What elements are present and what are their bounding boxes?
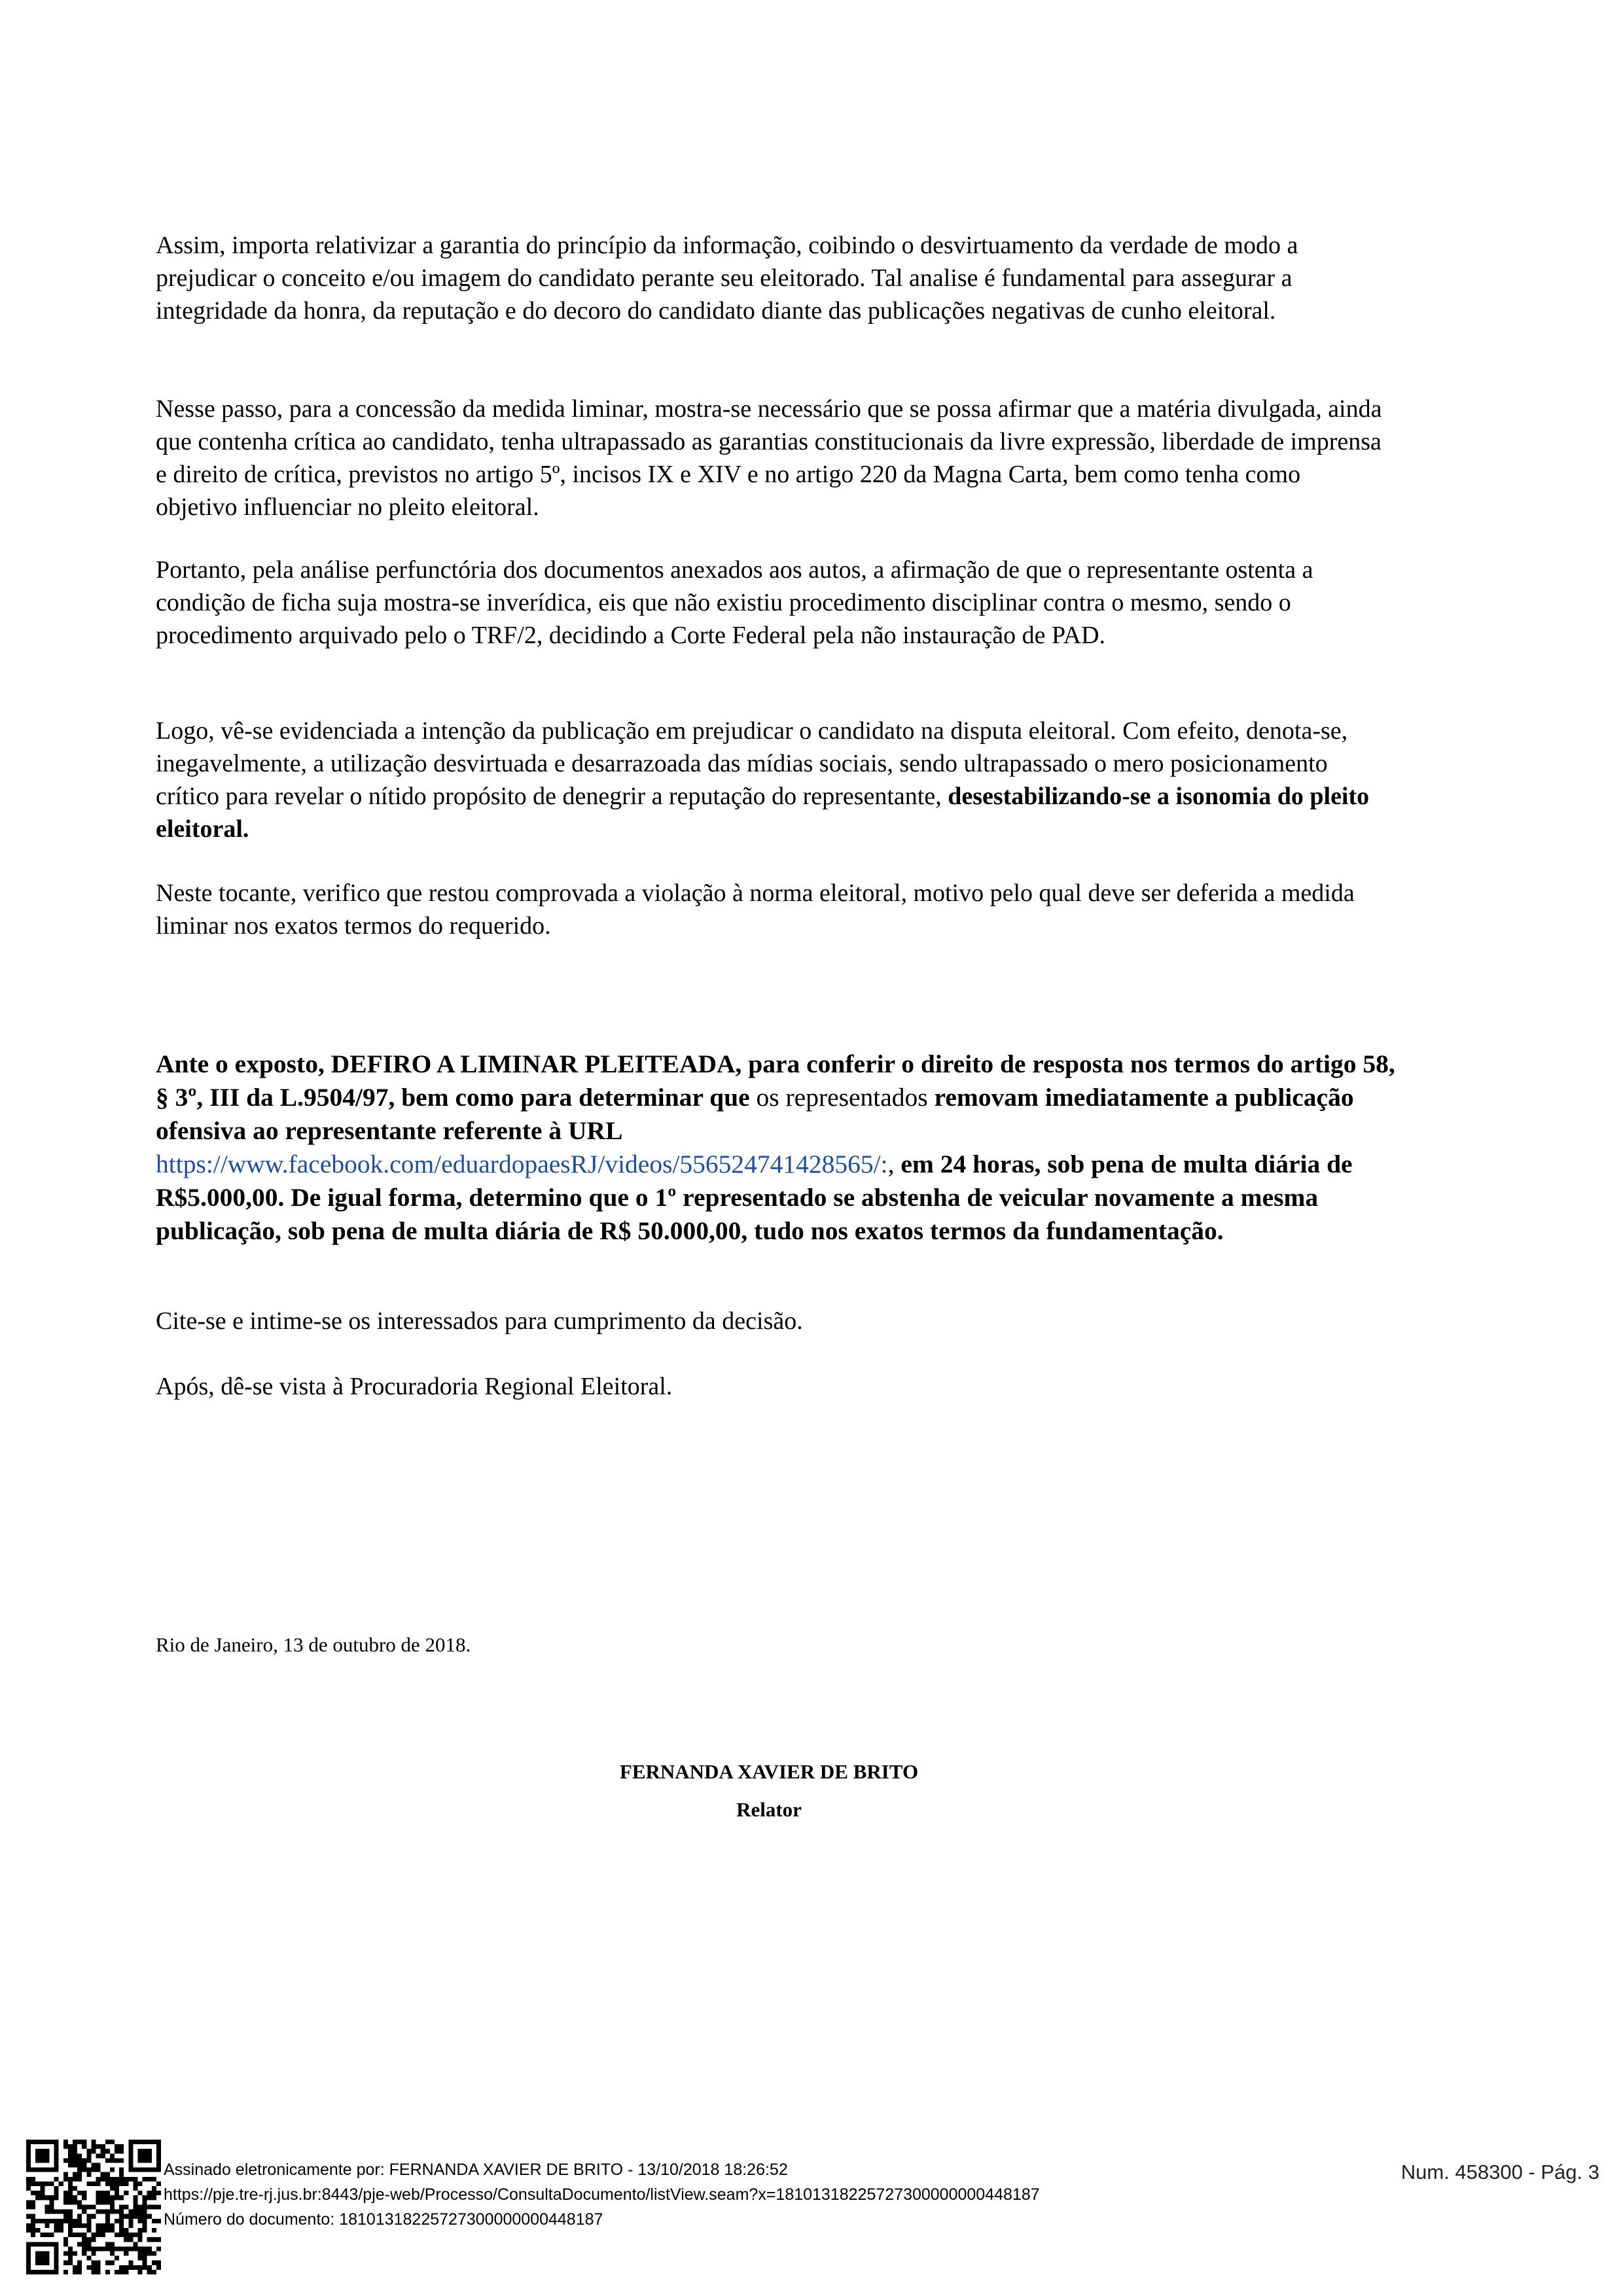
decision-text-c: removam imediatamente a publicação ofensiva ao representante referente à URL: [156, 1083, 1354, 1145]
paragraph-8: Após, dê-se vista à Procuradoria Regional Eleitoral.: [156, 1373, 673, 1400]
decision-text-a: Ante o exposto, DEFIRO A LIMINAR PLEITEADA, para conferir o direito de resposta nos termos do artigo 58, § 3º, III da L.9504/97, bem como para determinar que: [156, 1050, 1395, 1112]
signer-role: Relator: [736, 1798, 802, 1821]
decision-paragraph: [156, 1048, 1412, 1248]
paragraph-3: Portanto, pela análise perfunctória dos documentos anexados aos autos, a afirmação de que o representante ostenta a condição de ficha suja mostra-se inverídica, eis que não existiu procedimento disciplinar contra o mesmo, sendo o procedimento arquivado pelo o TRF/2, decidindo a Corte Federal pela não instauração de PAD.: [156, 556, 1313, 649]
footer-doc-number: Número do documento: 18101318225727300000000448187: [164, 2210, 603, 2229]
footer-url[interactable]: https://pje.tre-rj.jus.br:8443/pje-web/Processo/ConsultaDocumento/listView.seam?x=18101318225727300000000448187: [164, 2185, 1040, 2204]
paragraph-5: Neste tocante, verifico que restou comprovada a violação à norma eleitoral, motivo pelo qual deve ser deferida a medida liminar nos exatos termos do requerido.: [156, 879, 1355, 940]
paragraph-4-emphasis: desestabilizando-se a isonomia do pleito eleitoral.: [156, 783, 1370, 843]
decision-url-link[interactable]: https://www.facebook.com/eduardopaesRJ/videos/556524741428565/:: [156, 1150, 888, 1178]
place-date: Rio de Janeiro, 13 de outubro de 2018.: [156, 1633, 471, 1656]
footer-signed-by: Assinado eletronicamente por: FERNANDA XAVIER DE BRITO - 13/10/2018 18:26:52: [164, 2161, 788, 2179]
decision-text-e: em 24 horas, sob pena de multa diária de R$5.000,00. De igual forma, determino que o 1º representado se abstenha de veicular novamente a mesma publicação, sob pena de multa diária de R$ 50.000,00, tudo nos exatos termos da fundamentação.: [156, 1150, 1353, 1245]
paragraph-4: [156, 715, 1386, 845]
paragraph-4-text: Logo, vê-se evidenciada a intenção da publicação em prejudicar o candidato na disputa eleitoral. Com efeito, denota-se, inegavelmente, a utilização desvirtuada e desarrazoada das mídias sociais, sendo ultrapassado o mero posicionamento crítico para revelar o nítido propósito de denegrir a reputação do representante,: [156, 717, 1348, 810]
signer-name: FERNANDA XAVIER DE BRITO: [619, 1760, 919, 1783]
paragraph-7: Cite-se e intime-se os interessados para cumprimento da decisão.: [156, 1307, 803, 1335]
paragraph-2: Nesse passo, para a concessão da medida liminar, mostra-se necessário que se possa afirmar que a matéria divulgada, ainda que contenha crítica ao candidato, tenha ultrapassado as garantias constitucionais da livre expressão, liberdade de imprensa e direito de crítica, previstos no artigo 5º, incisos IX e XIV e no artigo 220 da Magna Carta, bem como tenha como objetivo influenciar no pleito eleitoral.: [156, 395, 1382, 521]
decision-text-b: os representados: [749, 1083, 935, 1112]
page-number: Num. 458300 - Pág. 3: [1400, 2161, 1599, 2183]
qr-code-icon: [26, 2140, 161, 2274]
decision-text-d: ,: [887, 1150, 901, 1178]
paragraph-1: Assim, importa relativizar a garantia do princípio da informação, coibindo o desvirtuamento da verdade de modo a prejudicar o conceito e/ou imagem do candidato perante seu eleitorado. Tal analise é fundamental para assegurar a integridade da honra, da reputação e do decoro do candidato diante das publicações negativas de cunho eleitoral.: [156, 232, 1298, 325]
